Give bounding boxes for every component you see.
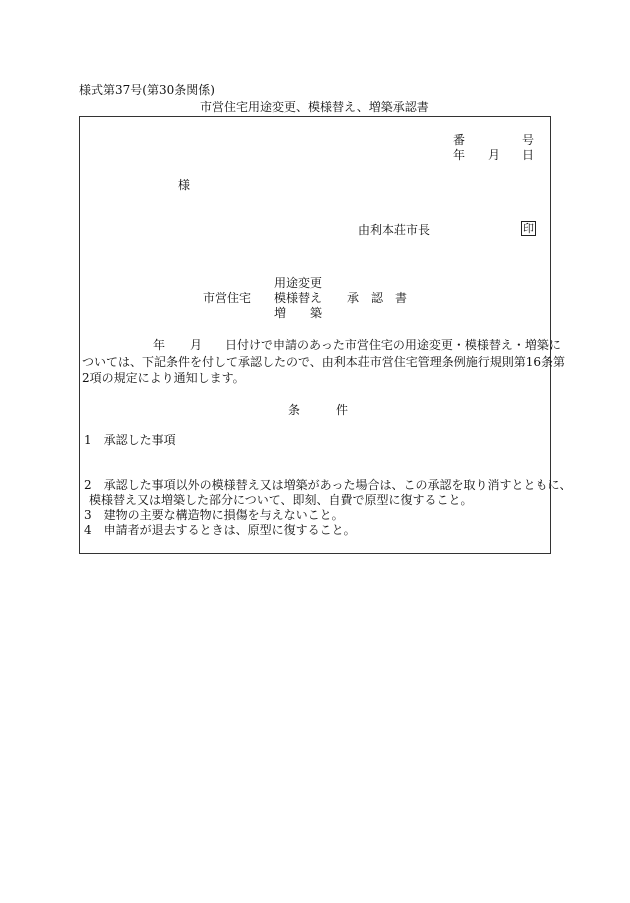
condition-3: 3 建物の主要な構造物に損傷を与えないこと。 (84, 508, 344, 522)
date-day: 日 (522, 148, 535, 162)
body-line2: ついては、下記条件を付して承認したので、由利本荘市営住宅管理条例施行規則第16条第 (82, 355, 566, 369)
seal-mark: 印 (523, 222, 534, 235)
form-title: 市営住宅用途変更、模様替え、増築承認書 (200, 100, 429, 114)
addressee-suffix: 様 (178, 178, 191, 192)
body-line1-text: 日付けで申請のあった市営住宅の用途変更・模様替え・増築に (225, 338, 561, 352)
conditions-heading: 条 件 (288, 403, 349, 417)
body-line3: 2項の規定により通知します。 (82, 371, 245, 385)
condition-2-continued: 模様替え又は増築した部分について、即刻、自費で原型に復すること。 (89, 493, 473, 507)
form-number: 様式第37号(第30条関係) (79, 83, 215, 97)
condition-4: 4 申請者が退去するときは、原型に復すること。 (84, 523, 356, 537)
body-year: 年 (153, 338, 166, 352)
date-month: 月 (488, 148, 501, 162)
condition-1: 1 承認した事項 (84, 433, 176, 447)
number-suffix: 号 (522, 133, 535, 147)
heading-option-1: 用途変更 (274, 276, 323, 290)
heading-suffix: 承 認 書 (347, 291, 408, 305)
date-year: 年 (453, 148, 466, 162)
heading-option-3: 増 築 (274, 306, 323, 320)
heading-prefix: 市営住宅 (203, 291, 252, 305)
body-month: 月 (190, 338, 203, 352)
issuer: 由利本荘市長 (358, 223, 431, 237)
heading-option-2: 模様替え (274, 291, 323, 305)
condition-2: 2 承認した事項以外の模様替え又は増築があった場合は、この承認を取り消すとともに、 (84, 478, 572, 492)
number-label: 番 (453, 133, 466, 147)
